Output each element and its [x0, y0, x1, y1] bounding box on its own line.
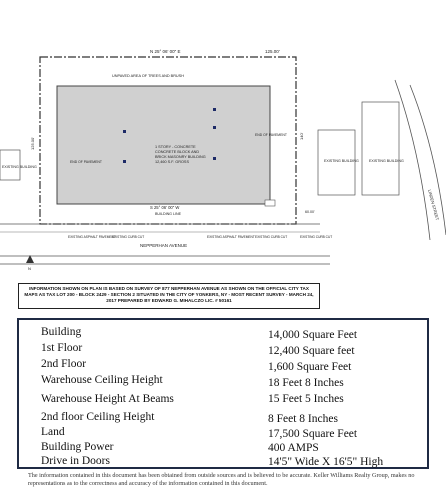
curb-label-1: EXISTING ASPHALT PAVEMENT — [68, 235, 116, 239]
spec-row — [19, 424, 427, 440]
spec-row — [19, 453, 427, 469]
end-pavement-right: END OF PAVEMENT — [255, 133, 287, 137]
side-street-label: LINDEN STREET — [427, 188, 441, 221]
existing-building-mid-label: EXISTING BUILDING — [324, 159, 359, 163]
length-top: 125.00' — [265, 49, 280, 54]
disclaimer: The information contained in this document has been obtained from outside sources and is believed to be accurate. Keller Williams Realty Group, makes no representations as to the correctness and accuracy of the information contained in this document. — [28, 472, 415, 487]
curb-label-4: EXISTING CURB CUT — [255, 235, 288, 239]
building-desc-3: BRICK MASONRY BUILDING — [155, 155, 206, 159]
curb-label-5: EXISTING CURB CUT — [300, 235, 333, 239]
building-desc-4: 12,460 S.F. GROSS — [155, 160, 189, 164]
north-label: N — [28, 266, 31, 271]
spec-value: 8 Feet 8 Inches — [268, 413, 338, 425]
spec-label: Building — [41, 326, 82, 338]
existing-building-right — [362, 102, 399, 195]
spec-label: 2nd Floor — [41, 358, 87, 370]
survey-notice: INFORMATION SHOWN ON PLAN IS BASED ON SURVEY OF 877 NEPPERHAN AVENUE AS SHOWN ON THE OFFICIAL CITY TAX MAPS AS TAX LOT 200 - BLOCK 2429 - SECTION 2 SITUATED IN THE CITY OF YONKERS, NY - MOST RECENT SURVEY - MARCH 24, 2017 PREPARED BY EDWARD G. MIHALCZO LIC. # 50161 — [18, 283, 320, 309]
curb-label-3: EXISTING ASPHALT PAVEMENT — [207, 235, 255, 239]
spec-value: 1,600 Square Feet — [268, 361, 352, 373]
spec-label: 2nd floor Ceiling Height — [41, 411, 155, 423]
spec-label: Warehouse Ceiling Height — [41, 374, 163, 386]
spec-row — [19, 324, 427, 340]
column-marker — [213, 108, 216, 111]
spec-row — [19, 409, 427, 425]
existing-building-left-label: EXISTING BUILDING — [2, 165, 37, 169]
spec-row — [19, 372, 427, 388]
bearing-bottom: S 25° 06' 00" W — [150, 205, 180, 210]
spec-value: 18 Feet 8 Inches — [268, 377, 344, 389]
column-marker — [213, 157, 216, 160]
spec-value: 14,000 Square Feet — [268, 329, 358, 341]
dim-right: 140' — [299, 132, 304, 140]
spec-row — [19, 340, 427, 356]
spec-row — [19, 391, 427, 407]
spec-label: Warehouse Height At Beams — [41, 393, 174, 405]
spec-label: Land — [41, 426, 65, 438]
column-marker — [123, 160, 126, 163]
column-marker — [123, 130, 126, 133]
spec-label: Drive in Doors — [41, 455, 110, 467]
building-desc-2: CONCRETE BLOCK AND — [155, 150, 200, 154]
end-pavement-left: END OF PAVEMENT — [70, 160, 102, 164]
spec-value: 14'5" Wide X 16'5" High — [268, 456, 384, 468]
bearing-top: N 25° 06' 00" E — [150, 49, 181, 54]
spec-value: 400 AMPS — [268, 442, 319, 454]
spec-row — [19, 356, 427, 372]
column-marker — [213, 126, 216, 129]
spec-label: Building Power — [41, 441, 114, 453]
building-line-label: BUILDING LINE — [155, 212, 181, 216]
curb-label-2: EXISTING CURB CUT — [112, 235, 145, 239]
existing-building-right-label: EXISTING BUILDING — [369, 159, 404, 163]
spec-value: 15 Feet 5 Inches — [268, 393, 344, 405]
spec-table — [17, 318, 429, 469]
building-desc-1: 1 STORY - CONCRETE — [155, 145, 196, 149]
spec-value: 12,400 Square feet — [268, 345, 355, 357]
corner-dim: 60.00' — [305, 210, 315, 214]
dim-left: 125.00' — [30, 137, 35, 150]
unpaved-label: UNPAVED AREA OF TREES AND BRUSH — [112, 74, 184, 78]
spec-label: 1st Floor — [41, 342, 83, 354]
street-label: NEPPERHAN AVENUE — [140, 243, 188, 248]
dumpster-marker — [265, 200, 275, 206]
spec-value: 17,500 Square Feet — [268, 428, 358, 440]
